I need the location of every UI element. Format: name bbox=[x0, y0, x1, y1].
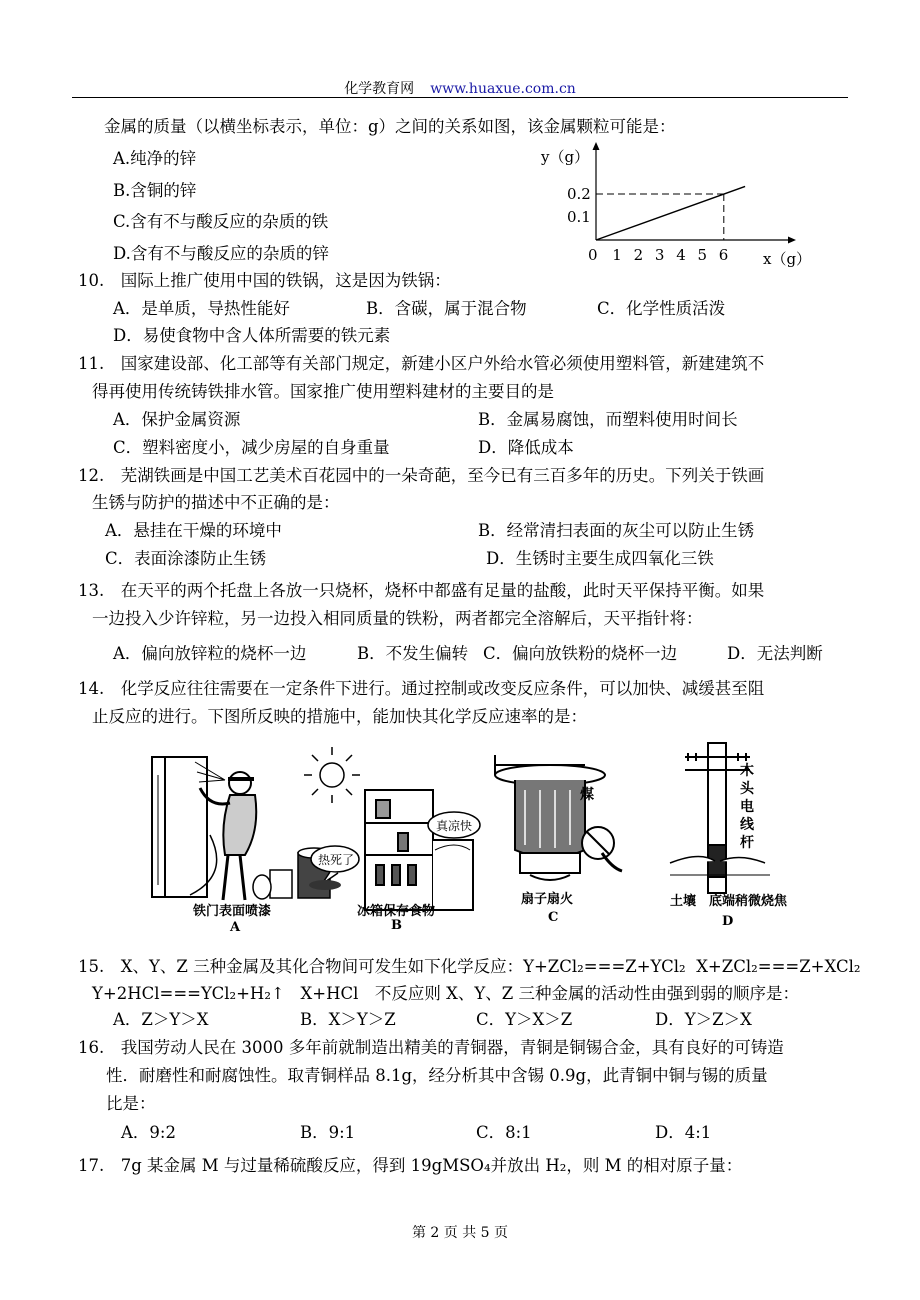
q16-option-a: A．9:2 bbox=[121, 1123, 176, 1142]
q9-option-d: D.含有不与酸反应的杂质的锌 bbox=[113, 244, 329, 263]
q13-option-a: A．偏向放锌粒的烧杯一边 bbox=[113, 644, 307, 663]
q16-option-b: B．9:1 bbox=[300, 1123, 356, 1142]
x-tick-4: 4 bbox=[676, 246, 686, 264]
q9-intro: 金属的质量（以横坐标表示，单位：g）之间的关系如图，该金属颗粒可能是： bbox=[104, 117, 676, 136]
q9-option-a: A.纯净的锌 bbox=[113, 149, 197, 168]
x-tick-labels bbox=[588, 246, 728, 264]
q15-stem-line2 bbox=[92, 980, 799, 1004]
q15-option-d: D．Y＞Z＞X bbox=[655, 1010, 752, 1029]
q15-eq4: X+HCl 不反应则 X、Y、Z 三种金属的活动性由强到弱的顺序是： bbox=[300, 984, 799, 1003]
q10-stem: 10. 国际上推广使用中国的铁锅，这是因为铁锅： bbox=[78, 271, 451, 290]
pole-label-char: 头 bbox=[740, 781, 754, 797]
letter-b: B bbox=[391, 918, 402, 933]
q12-stem-line2: 生锈与防护的描述中不正确的是： bbox=[92, 493, 340, 512]
q9-option-c: C.含有不与酸反应的杂质的铁 bbox=[113, 212, 329, 231]
q9-graph bbox=[535, 140, 825, 275]
q14-stem-line2: 止反应的进行。下图所反映的措施中，能加快其化学反应速率的是： bbox=[92, 707, 587, 726]
figure-a-painter bbox=[152, 757, 256, 900]
x-tick-2: 2 bbox=[633, 246, 644, 264]
q14-stem-line1: 14. 化学反应往往需要在一定条件下进行。通过控制或改变反应条件，可以加快、减缓甚至阻 bbox=[78, 679, 765, 698]
q16-stem-line3: 比是： bbox=[106, 1094, 156, 1113]
q15-eq3: Y+2HCl===YCl₂+H₂↑ bbox=[92, 984, 285, 1003]
q12-option-b: B．经常清扫表面的灰尘可以防止生锈 bbox=[478, 521, 755, 540]
q15-option-a: A．Z＞Y＞X bbox=[113, 1010, 209, 1029]
q12-option-d: D．生锈时主要生成四氧化三铁 bbox=[486, 549, 714, 568]
q12-stem-line1: 12. 芜湖铁画是中国工艺美术百花园中的一朵奇葩，至今已有三百多年的历史。下列关于铁画 bbox=[78, 466, 765, 485]
q12-option-c: C．表面涂漆防止生锈 bbox=[105, 549, 267, 568]
x-axis bbox=[596, 237, 796, 244]
x-tick-6: 6 bbox=[718, 246, 729, 264]
pole-label-char: 电 bbox=[740, 799, 754, 815]
pole-label-char: 木 bbox=[740, 763, 754, 779]
y-axis bbox=[593, 142, 600, 240]
page-header bbox=[72, 78, 848, 98]
q11-option-d: D．降低成本 bbox=[478, 438, 574, 457]
pole-label-char: 杆 bbox=[740, 835, 754, 851]
header-rule bbox=[72, 97, 848, 98]
letter-a: A bbox=[230, 920, 241, 935]
q13-option-d: D．无法判断 bbox=[727, 644, 823, 663]
letter-c: C bbox=[548, 910, 559, 925]
caption-c: 扇子扇火 bbox=[521, 892, 574, 907]
q16-stem-line2: 性．耐磨性和耐腐蚀性。取青铜样品 8.1g，经分析其中含锡 0.9g，此青铜中铜与锡的质量 bbox=[106, 1066, 768, 1085]
pole-label-char: 线 bbox=[740, 817, 754, 833]
q11-option-b: B．金属易腐蚀，而塑料使用时间长 bbox=[478, 410, 738, 429]
q11-option-a: A．保护金属资源 bbox=[113, 410, 241, 429]
q13-stem-line2: 一边投入少许锌粒，另一边投入相同质量的铁粉，两者都完全溶解后，天平指针将： bbox=[92, 609, 703, 628]
x-axis-label: x（g） bbox=[763, 250, 812, 268]
caption-b: 冰箱保存食物 bbox=[357, 904, 436, 919]
q15-eq1: Y+ZCl₂===Z+YCl₂ bbox=[523, 957, 686, 976]
sun-icon bbox=[304, 747, 360, 803]
q16-stem-line1: 16. 我国劳动人民在 3000 多年前就制造出精美的青铜器，青铜是铜锡合金，具有良好的可铸造 bbox=[78, 1038, 784, 1057]
q9-option-b: B.含铜的锌 bbox=[113, 181, 197, 200]
y-tick-0.1: 0.1 bbox=[567, 208, 591, 226]
y-axis-label: y（g） bbox=[541, 148, 590, 166]
caption-a: 铁门表面喷漆 bbox=[193, 904, 272, 919]
q10-option-b: B．含碳，属于混合物 bbox=[366, 299, 527, 318]
q15-stem-line1 bbox=[78, 953, 860, 977]
x-tick-5: 5 bbox=[697, 246, 708, 264]
speech-bubble-hot-text: 热死了 bbox=[318, 853, 355, 867]
q10-option-d: D．易使食物中含人体所需要的铁元素 bbox=[113, 326, 391, 345]
letter-d: D bbox=[722, 914, 734, 929]
site-url[interactable]: www.huaxue.com.cn bbox=[430, 81, 576, 97]
q13-option-c: C．偏向放铁粉的烧杯一边 bbox=[483, 644, 678, 663]
q10-option-a: A．是单质，导热性能好 bbox=[113, 299, 290, 318]
q13-option-b: B．不发生偏转 bbox=[357, 644, 469, 663]
q15-option-c: C．Y＞X＞Z bbox=[476, 1010, 573, 1029]
x-tick-1: 1 bbox=[612, 246, 622, 264]
q16-option-c: C．8:1 bbox=[476, 1123, 532, 1142]
caption-d: 土壤 底端稍微烧焦 bbox=[670, 894, 788, 909]
q12-option-a: A．悬挂在干燥的环境中 bbox=[105, 521, 282, 540]
figure-b-fridge bbox=[365, 790, 473, 910]
q15-intro: 15. X、Y、Z 三种金属及其化合物间可发生如下化学反应： bbox=[78, 957, 524, 976]
speech-bubble-cool-text: 真凉快 bbox=[436, 819, 473, 833]
coal-label: 煤 bbox=[580, 787, 594, 803]
x-tick-3: 3 bbox=[654, 246, 665, 264]
q16-option-d: D．4:1 bbox=[655, 1123, 712, 1142]
figure-d-pole bbox=[670, 743, 770, 893]
x-tick-0: 0 bbox=[588, 246, 598, 264]
pole-label bbox=[740, 762, 755, 851]
page-footer: 第 2 页 共 5 页 bbox=[411, 1225, 509, 1241]
q11-stem-line2: 得再使用传统铸铁排水管。国家推广使用塑料建材的主要目的是 bbox=[92, 382, 554, 401]
q10-option-c: C．化学性质活泼 bbox=[597, 299, 726, 318]
site-name: 化学教育网 bbox=[344, 81, 415, 97]
q13-stem-line1: 13. 在天平的两个托盘上各放一只烧杯，烧杯中都盛有足量的盐酸，此时天平保持平衡。如果 bbox=[78, 581, 765, 600]
y-tick-0.2: 0.2 bbox=[567, 185, 591, 203]
q17-stem-line1: 17. 7g 某金属 M 与过量稀硫酸反应，得到 19gMSO₄并放出 H₂，则 M 的相对原子量： bbox=[78, 1156, 743, 1175]
q11-option-c: C．塑料密度小，减少房屋的自身重量 bbox=[113, 438, 390, 457]
q15-eq2: X+ZCl₂===Z+XCl₂ bbox=[696, 957, 861, 976]
figure-c-stove bbox=[495, 755, 622, 880]
q15-option-b: B．X＞Y＞Z bbox=[300, 1010, 396, 1029]
q11-stem-line1: 11. 国家建设部、化工部等有关部门规定，新建小区户外给水管必须使用塑料管，新建建筑不 bbox=[78, 354, 765, 373]
